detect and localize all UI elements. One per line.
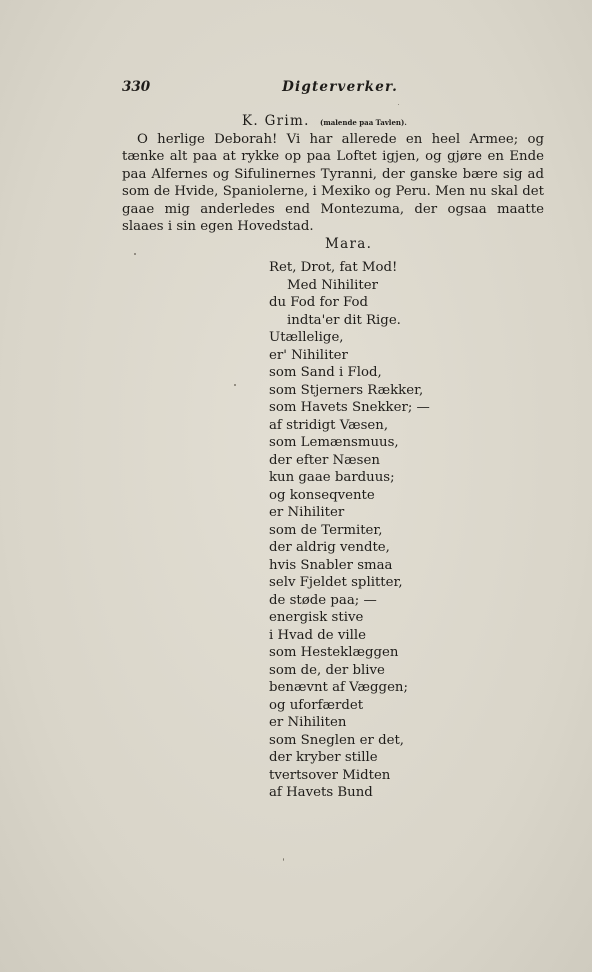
verse-line: som Stjerners Rækker,: [269, 382, 424, 398]
verse-line: som Sand i Flod,: [269, 365, 382, 380]
verse-line: i Hvad de ville: [269, 627, 366, 643]
paper-speck: [283, 858, 284, 861]
verse-line: indta'er dit Rige.: [287, 312, 401, 328]
verse-line: Utællelige,: [269, 330, 344, 345]
verse-line: de støde paa; —: [269, 592, 377, 608]
verse-line: du Fod for Fod: [269, 295, 369, 310]
verse-line: er' Nihiliter: [269, 347, 348, 363]
verse-line: som Havets Snekker; —: [269, 400, 430, 415]
verse-line: som Hesteklæggen: [269, 645, 399, 660]
page-number: 330: [122, 79, 151, 95]
running-title: Digterverker.: [282, 79, 398, 95]
verse-line: hvis Snabler smaa: [269, 557, 393, 573]
verse-line: af stridigt Væsen,: [269, 417, 389, 433]
speaker-heading-grim: [242, 113, 442, 129]
verse-line: der aldrig vendte,: [269, 540, 390, 555]
verse-line: er Nihiliten: [269, 715, 347, 730]
stage-direction: (malende paa Tavlen).: [320, 118, 407, 127]
verse-line: der kryber stille: [269, 750, 378, 765]
paper-speck: [134, 253, 136, 255]
speaker-heading-mara: Mara.: [325, 236, 373, 252]
verse-line: energisk stive: [269, 610, 364, 625]
paper-speck: [234, 384, 236, 386]
verse-line: af Havets Bund: [269, 785, 373, 800]
verse-line: der efter Næsen: [269, 452, 380, 468]
verse-line: er Nihiliter: [269, 505, 345, 520]
verse-line: som de Termiter,: [269, 522, 383, 538]
verse-line: benævnt af Væggen;: [269, 680, 408, 695]
verse-block: [269, 259, 430, 802]
prose-paragraph: O herlige Deborah! Vi har allerede en heel Armee; og tænke alt paa at rykke op paa Loftet igjen, og gjøre en Ende paa Alfernes og Sifulinernes Tyranni, der ganske bære sig ad som de Hvide, Spaniolerne, i Mexiko og Peru. Men nu skal det gaae mig anderledes end Montezuma, der ogsaa maatte slaaes i sin egen Hovedstad.: [122, 132, 544, 235]
page-header: [122, 79, 398, 99]
verse-line: Med Nihiliter: [287, 277, 379, 293]
verse-line: som Sneglen er det,: [269, 732, 405, 748]
verse-line: Ret, Drot, fat Mod!: [269, 260, 398, 275]
verse-line: som de, der blive: [269, 662, 385, 678]
paper-speck: [398, 104, 399, 105]
verse-line: som Lemænsmuus,: [269, 435, 399, 450]
verse-line: tvertsover Midten: [269, 767, 391, 783]
verse-line: og konseqvente: [269, 487, 375, 503]
verse-line: kun gaae barduus;: [269, 470, 395, 485]
verse-line: selv Fjeldet splitter,: [269, 575, 403, 590]
prose-speech: [122, 131, 544, 235]
speaker-name: K. Grim.: [242, 113, 310, 129]
verse-line: og uforfærdet: [269, 697, 364, 713]
